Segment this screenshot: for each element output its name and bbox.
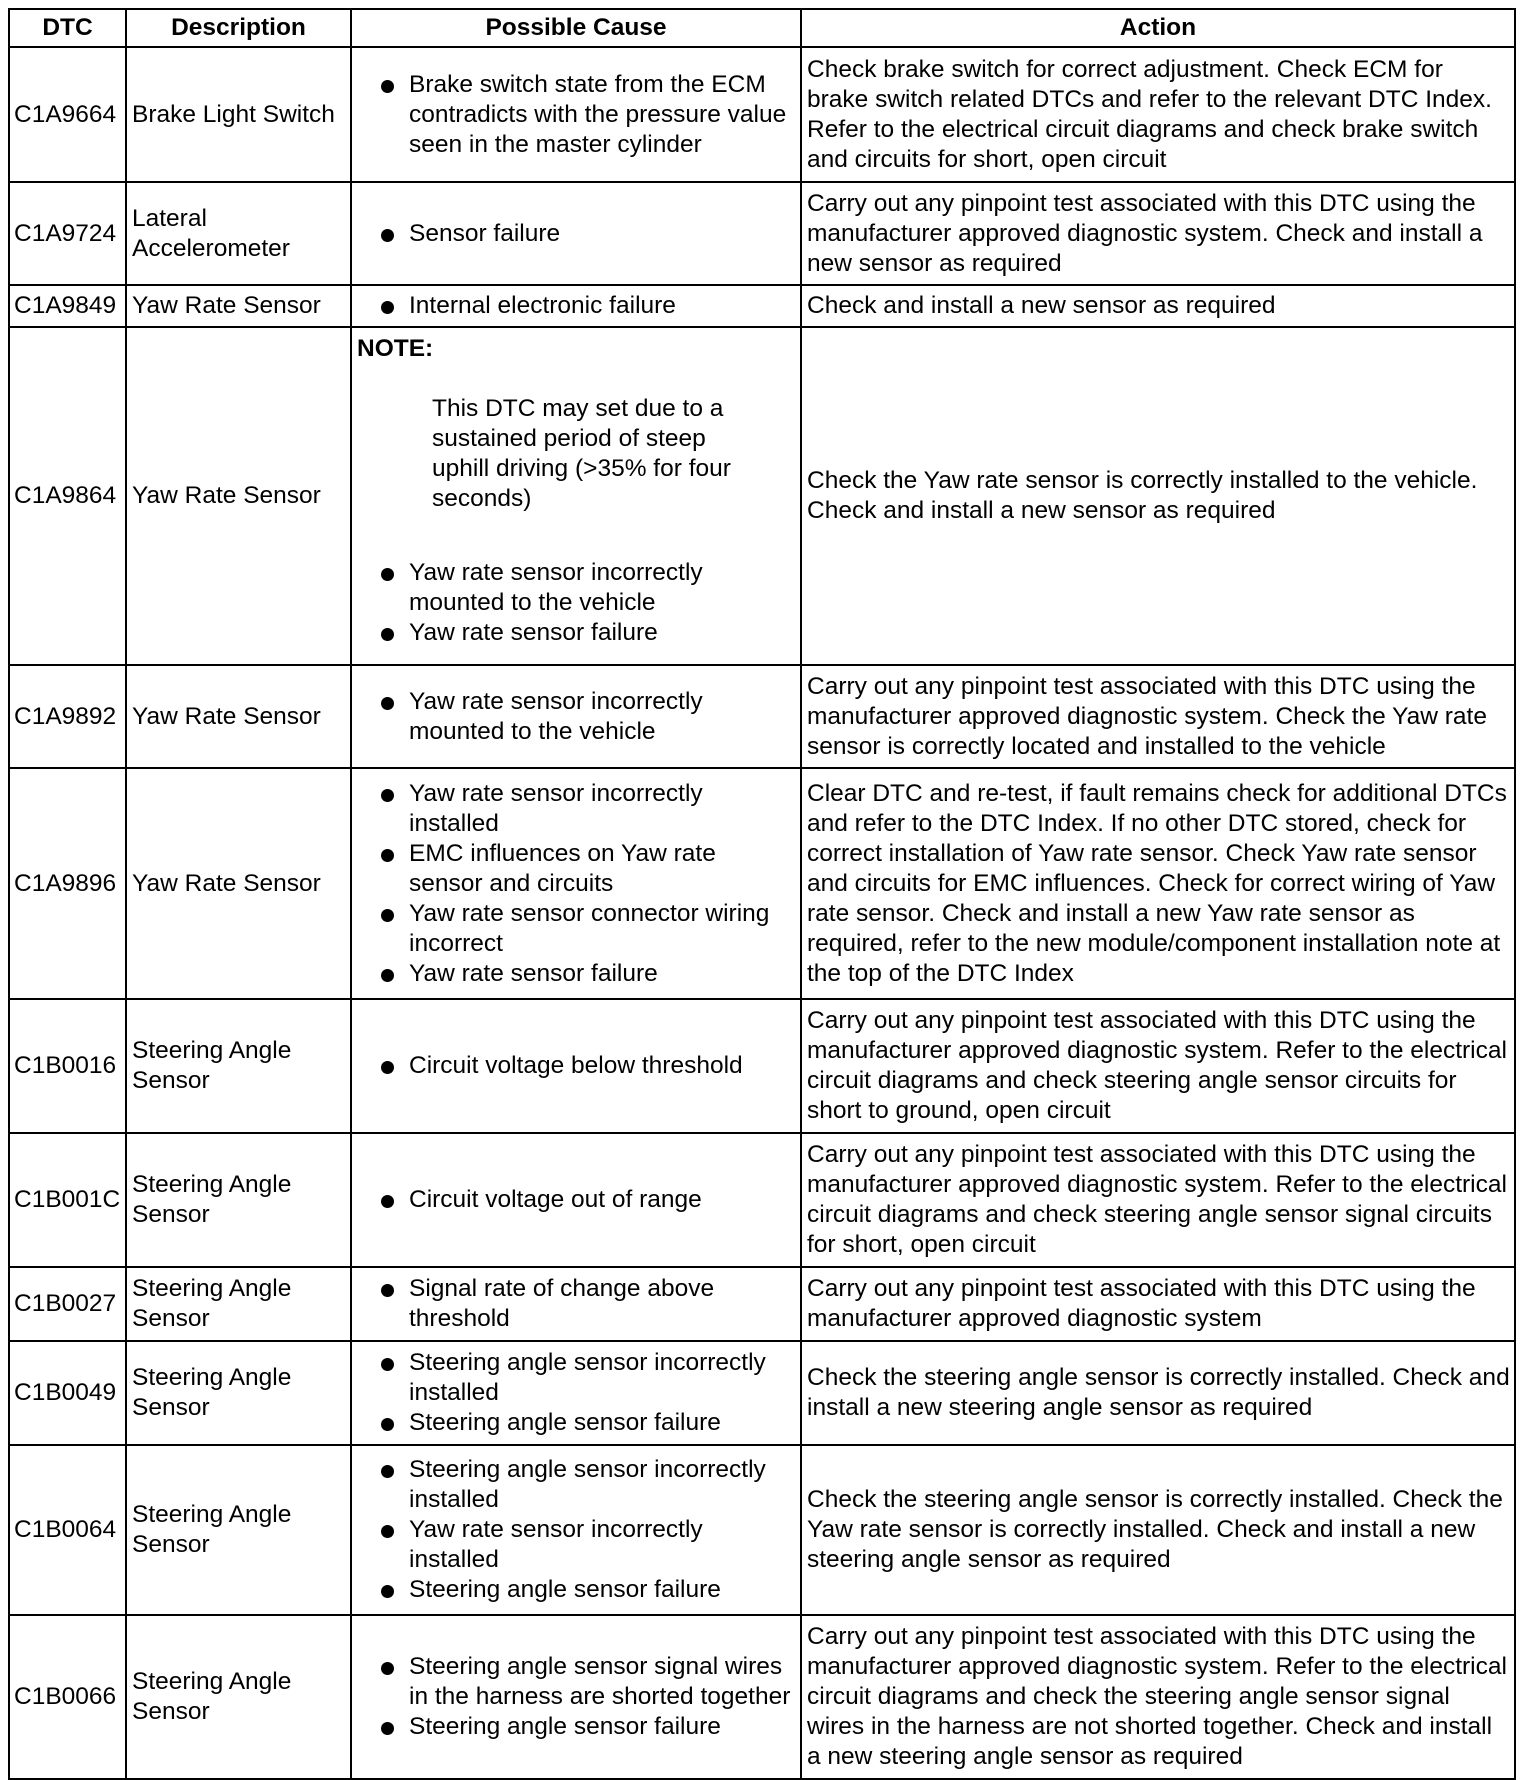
table-header-row [9, 9, 1515, 47]
table-row [9, 47, 1515, 182]
dtc-table [8, 8, 1516, 1780]
dtc-description: Steering Angle Sensor [126, 1615, 351, 1779]
cause-item: Steering angle sensor failure [357, 1575, 796, 1605]
action: Carry out any pinpoint test associated with this DTC using the manufacturer approved diagnostic system. Refer to the electrical circuit diagrams and check the steering angle sensor signal wires in the harness are not shorted together. Check and install a new steering angle sensor as required [801, 1615, 1515, 1779]
dtc-description: Steering Angle Sensor [126, 1133, 351, 1267]
cause-item: Steering angle sensor failure [357, 1712, 796, 1742]
possible-cause [351, 182, 801, 285]
table-row [9, 1445, 1515, 1615]
possible-cause [351, 1615, 801, 1779]
header-dtc: DTC [9, 9, 126, 47]
cause-item: Yaw rate sensor incorrectly mounted to the vehicle [357, 687, 796, 747]
action: Carry out any pinpoint test associated with this DTC using the manufacturer approved diagnostic system. Check and install a new sensor as required [801, 182, 1515, 285]
dtc-code: C1A9849 [9, 285, 126, 327]
possible-cause [351, 1133, 801, 1267]
dtc-code: C1B0016 [9, 999, 126, 1133]
header-possible-cause: Possible Cause [351, 9, 801, 47]
table-row [9, 768, 1515, 999]
table-row [9, 285, 1515, 327]
note-text: This DTC may set due to a sustained period of steep uphill driving (>35% for four seconds) [432, 395, 731, 512]
table-row [9, 1615, 1515, 1779]
action: Check and install a new sensor as required [801, 285, 1515, 327]
dtc-description: Yaw Rate Sensor [126, 285, 351, 327]
action: Clear DTC and re-test, if fault remains check for additional DTCs and refer to the DTC Index. If no other DTC stored, check for correct installation of Yaw rate sensor. Check Yaw rate sensor and circuits for EMC influences. Check for correct wiring of Yaw rate sensor. Check and install a new Yaw rate sensor as required, refer to the new module/component installation note at the top of the DTC Index [801, 768, 1515, 999]
dtc-code: C1B0027 [9, 1267, 126, 1341]
cause-item: Steering angle sensor incorrectly installed [357, 1455, 796, 1515]
cause-item: Yaw rate sensor incorrectly mounted to the vehicle [357, 558, 796, 618]
action: Check the steering angle sensor is correctly installed. Check and install a new steering angle sensor as required [801, 1341, 1515, 1445]
cause-item: Yaw rate sensor failure [357, 618, 796, 648]
action: Check the steering angle sensor is correctly installed. Check the Yaw rate sensor is correctly installed. Check and install a new steering angle sensor as required [801, 1445, 1515, 1615]
dtc-code: C1B0066 [9, 1615, 126, 1779]
cause-item: Sensor failure [357, 219, 796, 249]
table-row [9, 327, 1515, 665]
dtc-code: C1A9892 [9, 665, 126, 768]
dtc-code: C1A9896 [9, 768, 126, 999]
cause-item: Circuit voltage below threshold [357, 1051, 796, 1081]
table-row [9, 999, 1515, 1133]
action: Carry out any pinpoint test associated with this DTC using the manufacturer approved diagnostic system. Refer to the electrical circuit diagrams and check steering angle sensor signal circuits for short, open circuit [801, 1133, 1515, 1267]
possible-cause [351, 1341, 801, 1445]
action: Check brake switch for correct adjustment. Check ECM for brake switch related DTCs and refer to the relevant DTC Index. Refer to the electrical circuit diagrams and check brake switch and circuits for short, open circuit [801, 47, 1515, 182]
table-row [9, 1133, 1515, 1267]
action: Carry out any pinpoint test associated with this DTC using the manufacturer approved diagnostic system. Check the Yaw rate sensor is correctly located and installed to the vehicle [801, 665, 1515, 768]
header-action: Action [801, 9, 1515, 47]
dtc-code: C1A9724 [9, 182, 126, 285]
dtc-code: C1B001C [9, 1133, 126, 1267]
possible-cause [351, 665, 801, 768]
action: Carry out any pinpoint test associated with this DTC using the manufacturer approved diagnostic system [801, 1267, 1515, 1341]
dtc-description: Brake Light Switch [126, 47, 351, 182]
cause-item: Steering angle sensor signal wires in the harness are shorted together [357, 1652, 796, 1712]
cause-item: Steering angle sensor failure [357, 1408, 796, 1438]
cause-item: Circuit voltage out of range [357, 1185, 796, 1215]
cause-item: EMC influences on Yaw rate sensor and circuits [357, 839, 796, 899]
dtc-code: C1A9864 [9, 327, 126, 665]
dtc-description: Yaw Rate Sensor [126, 768, 351, 999]
dtc-code: C1B0064 [9, 1445, 126, 1615]
dtc-description: Yaw Rate Sensor [126, 327, 351, 665]
action: Check the Yaw rate sensor is correctly installed to the vehicle. Check and install a new sensor as required [801, 327, 1515, 665]
dtc-code: C1A9664 [9, 47, 126, 182]
possible-cause [351, 999, 801, 1133]
cause-item: Yaw rate sensor incorrectly installed [357, 1515, 796, 1575]
possible-cause [351, 285, 801, 327]
header-description: Description [126, 9, 351, 47]
cause-item: Steering angle sensor incorrectly installed [357, 1348, 796, 1408]
dtc-description: Steering Angle Sensor [126, 1445, 351, 1615]
possible-cause [351, 1267, 801, 1341]
cause-item: Yaw rate sensor failure [357, 959, 796, 989]
table-row [9, 1341, 1515, 1445]
action: Carry out any pinpoint test associated with this DTC using the manufacturer approved diagnostic system. Refer to the electrical circuit diagrams and check steering angle sensor circuits for short to ground, open circuit [801, 999, 1515, 1133]
cause-item: Brake switch state from the ECM contradicts with the pressure value seen in the master cylinder [357, 70, 796, 160]
possible-cause [351, 1445, 801, 1615]
cause-item: Yaw rate sensor connector wiring incorrect [357, 899, 796, 959]
possible-cause [351, 47, 801, 182]
dtc-description: Lateral Accelerometer [126, 182, 351, 285]
dtc-code: C1B0049 [9, 1341, 126, 1445]
dtc-description: Steering Angle Sensor [126, 1341, 351, 1445]
dtc-description: Yaw Rate Sensor [126, 665, 351, 768]
cause-item: Internal electronic failure [357, 291, 796, 321]
table-row [9, 182, 1515, 285]
note-label: NOTE: [357, 335, 434, 362]
dtc-description: Steering Angle Sensor [126, 999, 351, 1133]
dtc-description: Steering Angle Sensor [126, 1267, 351, 1341]
table-row [9, 1267, 1515, 1341]
table-row [9, 665, 1515, 768]
cause-item: Yaw rate sensor incorrectly installed [357, 779, 796, 839]
possible-cause [351, 768, 801, 999]
possible-cause [351, 327, 801, 665]
cause-item: Signal rate of change above threshold [357, 1274, 796, 1334]
